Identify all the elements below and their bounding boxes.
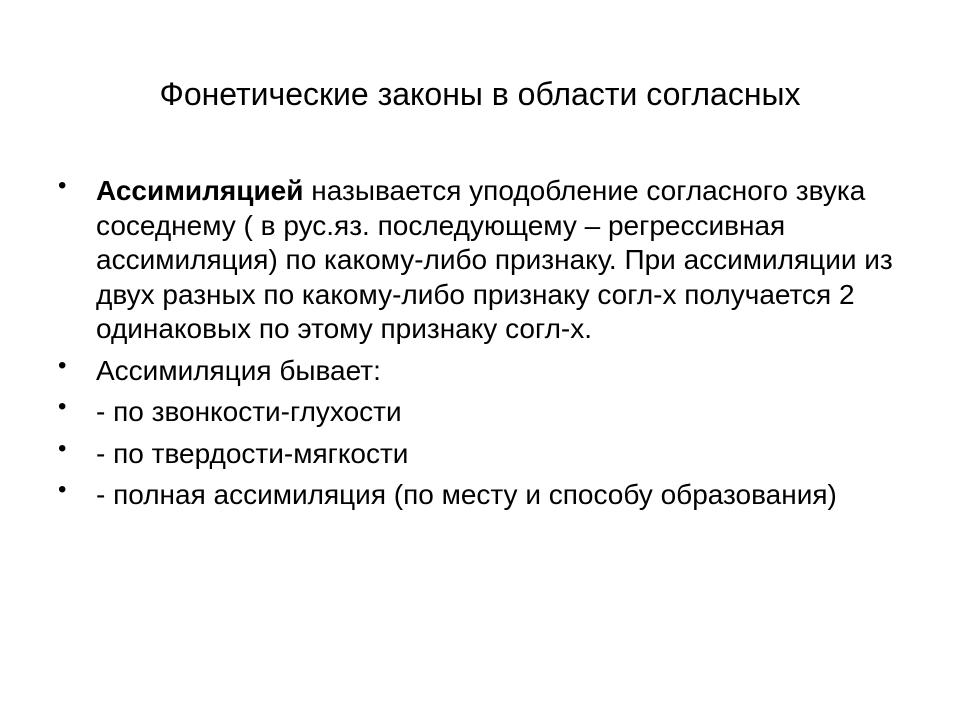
bullet-icon: • xyxy=(58,476,67,503)
bullet-text: - полная ассимиляция (по месту и способу образования) xyxy=(96,479,837,510)
bullet-list xyxy=(58,174,918,520)
bullet-icon: • xyxy=(58,393,67,420)
bullet-text: Ассимиляция бывает: xyxy=(96,354,381,386)
definition-text: называется уподобление согласного звука соседнему ( в рус.яз. последующему – регрессивная ассимиляция) по какому-либо признаку. При ассимиляции из двух разных по какому-либо признаку согл-х получается 2 одинаковых по этому признаку согл-х. xyxy=(96,175,893,344)
bullet-item-full-assimilation xyxy=(58,478,918,513)
bullet-item-voicing xyxy=(58,395,918,430)
bullet-icon: • xyxy=(58,434,67,462)
slide-title: Фонетические законы в области согласных xyxy=(159,76,801,112)
bullet-item-assimilation-types xyxy=(58,351,918,389)
bullet-icon: • xyxy=(58,351,67,379)
bullet-text: - по твердости-мягкости xyxy=(96,437,409,469)
bullet-text: - по звонкости-глухости xyxy=(96,396,402,427)
bullet-icon: • xyxy=(58,172,67,199)
term-assimilation: Ассимиляцией xyxy=(96,175,304,206)
bullet-item-assimilation-definition xyxy=(58,174,918,347)
bullet-item-palatalization xyxy=(58,434,918,472)
